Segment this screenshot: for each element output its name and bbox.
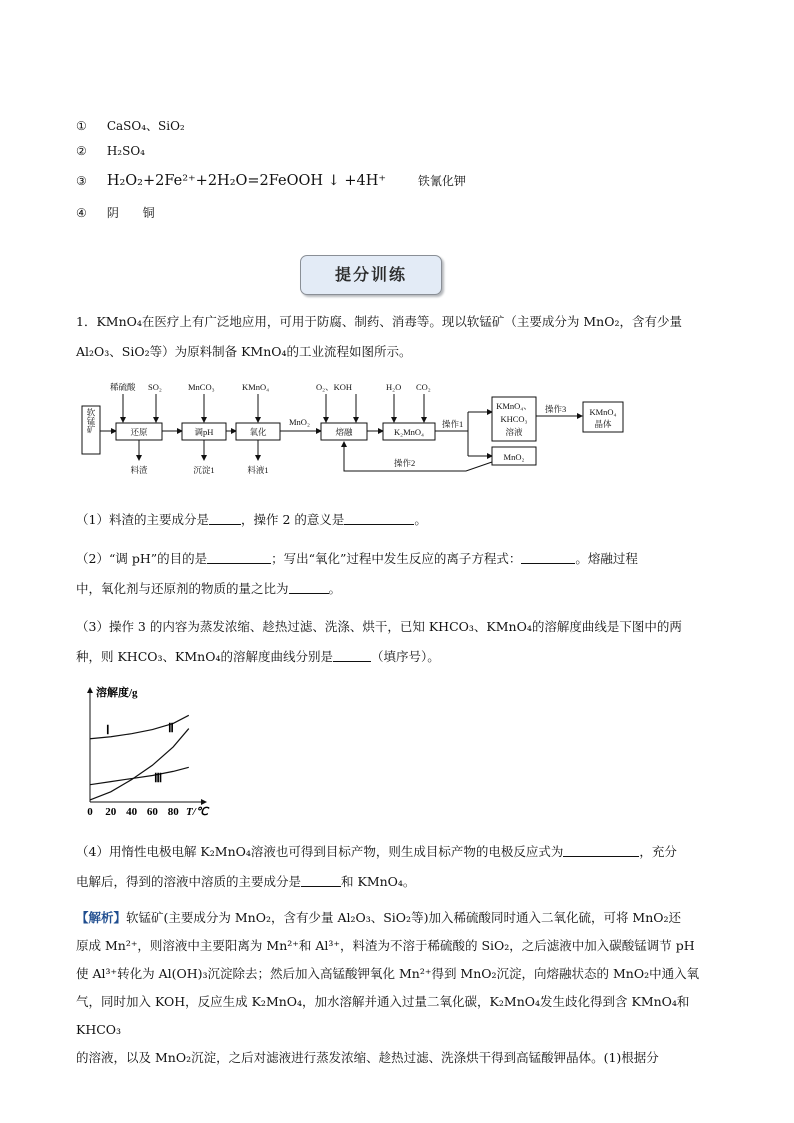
stem-line: 1．KMnO₄在医疗上有广泛地应用，可用于防腐、制药、消毒等。现以软锰矿（主要成分为 MnO₂，含有少量 xyxy=(76,314,682,329)
step-melt-label: 熔融 xyxy=(335,427,353,437)
reagent-o2-koh: O₂、KOH xyxy=(316,382,353,392)
solubility-chart xyxy=(76,684,226,822)
subquestion-text: 种，则 KHCO₃、KMnO₄的溶解度曲线分别是 xyxy=(76,649,333,664)
answer-blank[interactable] xyxy=(563,842,639,857)
series-label: Ⅰ xyxy=(106,723,110,737)
subquestion-text: 电解后，得到的溶液中溶质的主要成分是 xyxy=(76,874,302,889)
subquestion-1 xyxy=(76,505,724,535)
x-tick-label: 40 xyxy=(126,806,138,818)
subquestion-3 xyxy=(76,612,724,672)
answer-text: 阴 xyxy=(106,206,119,220)
subquestion-text: 和 KMnO₄。 xyxy=(341,874,416,889)
answer-blank[interactable] xyxy=(521,549,575,564)
answer-blank[interactable] xyxy=(207,549,271,564)
stem-line: Al₂O₃、SiO₂等）为原料制备 KMnO₄的工业流程如图所示。 xyxy=(76,344,412,359)
answer-3 xyxy=(76,172,466,189)
answer-4 xyxy=(76,204,155,221)
answer-blank[interactable] xyxy=(333,647,371,662)
subquestion-text: （4）用惰性电极电解 K₂MnO₄溶液也可得到目标产物，则生成目标产物的电极反应式为 xyxy=(76,844,564,859)
subquestion-text: （1）料渣的主要成分是 xyxy=(76,512,209,527)
analysis-text: 原成 Mn²⁺，则溶液中主要阳离为 Mn²⁺和 Al³⁺，料渣为不溶于稀硫酸的 SiO₂，之后滤液中加入碳酸锰调节 pH xyxy=(76,938,695,953)
subquestion-text: 。 xyxy=(414,512,427,527)
answer-number: ③ xyxy=(76,174,87,188)
answer-text: H₂SO₄ xyxy=(106,144,145,158)
answer-1 xyxy=(76,117,185,134)
subquestion-text: 。熔融过程 xyxy=(575,551,638,566)
series-curve xyxy=(90,767,189,784)
answer-equation: H₂O₂+2Fe²⁺+2H₂O=2FeOOH ↓ +4H⁺ xyxy=(106,173,387,189)
op3-label: 操作3 xyxy=(545,404,567,414)
x-tick-label: 60 xyxy=(146,806,158,818)
step-k2mno4-label: K₂MnO₄ xyxy=(393,427,425,437)
reagent-co2: CO₂ xyxy=(416,382,431,392)
series-label: Ⅲ xyxy=(154,771,163,785)
reagent-so2: SO₂ xyxy=(148,382,162,392)
answer-text: CaSO₄、SiO₂ xyxy=(106,119,185,133)
reagent-kmno4: KMnO₄ xyxy=(242,382,270,392)
x-tick-label: 0 xyxy=(87,806,93,818)
reagent-acid: 稀硫酸 xyxy=(110,382,136,392)
op2-label: 操作2 xyxy=(394,458,416,468)
subquestion-4 xyxy=(76,837,724,897)
ore-label: 软锰矿 xyxy=(86,408,96,434)
mid-mno2-label: MnO₂ xyxy=(289,417,310,427)
reagent-mnco3: MnCO₃ xyxy=(188,382,215,392)
subquestion-text: （2）“调 pH”的目的是 xyxy=(76,551,208,566)
x-tick-label: 80 xyxy=(167,806,179,818)
subquestion-text: ，充分 xyxy=(639,844,677,859)
process-flowchart xyxy=(76,376,656,488)
series-curve xyxy=(90,715,189,738)
answer-number: ① xyxy=(76,119,87,133)
step-ph-label: 调pH xyxy=(194,427,214,437)
solution-line: KMnO₄、 xyxy=(496,401,532,411)
step-reduce-label: 还原 xyxy=(130,427,148,437)
step-oxidize-label: 氧化 xyxy=(249,427,267,437)
answer-number: ② xyxy=(76,144,87,158)
subquestion-text: 中，氧化剂与还原剂的物质的量之比为 xyxy=(76,581,289,596)
solution-line: 溶液 xyxy=(505,427,523,437)
analysis-text: 气，同时加入 KOH，反应生成 K₂MnO₄，加水溶解并通入过量二氧化碳，K₂MnO₄发生歧化得到含 KMnO₄和 KHCO₃ xyxy=(76,994,690,1037)
x-tick-label: 20 xyxy=(105,806,117,818)
answer-text: 铜 xyxy=(142,206,155,220)
reagent-h2o: H₂O xyxy=(386,382,402,392)
answer-blank[interactable] xyxy=(301,872,341,887)
answer-blank[interactable] xyxy=(344,510,414,525)
mno2-box-label: MnO₂ xyxy=(503,452,525,462)
analysis-text: 软锰矿(主要成分为 MnO₂，含有少量 Al₂O₃、SiO₂等)加入稀硫酸同时通入二氧化硫，可将 MnO₂还 xyxy=(126,910,682,925)
answer-blank[interactable] xyxy=(209,510,241,525)
op1-label: 操作1 xyxy=(442,419,464,429)
series-curve xyxy=(90,729,189,800)
subquestion-text: ，操作 2 的意义是 xyxy=(240,512,345,527)
subquestion-text: 。 xyxy=(328,581,342,596)
answer-blank[interactable] xyxy=(289,579,329,594)
subquestion-text: （填序号）。 xyxy=(370,649,440,664)
analysis-tag: 【解析】 xyxy=(76,910,127,925)
section-title: 提分训练 xyxy=(300,255,442,295)
subquestion-2 xyxy=(76,544,724,604)
output-liquor: 料液1 xyxy=(247,465,269,475)
product-line: KMnO₄ xyxy=(589,407,617,417)
output-precipitate: 沉淀1 xyxy=(193,465,215,475)
solution-line: KHCO₃ xyxy=(500,414,528,424)
analysis xyxy=(76,904,724,1072)
question-stem xyxy=(76,307,724,367)
subquestion-text: ；写出“氧化”过程中发生反应的离子方程式： xyxy=(271,551,522,566)
series-label: Ⅱ xyxy=(168,721,174,735)
output-residue: 料渣 xyxy=(130,465,148,475)
y-axis-label: 溶解度/g xyxy=(96,687,138,699)
subquestion-text: （3）操作 3 的内容为蒸发浓缩、趁热过滤、洗涤、烘干，已知 KHCO₃、KMnO₄的溶解度曲线是下图中的两 xyxy=(76,619,682,634)
analysis-text: 的溶液，以及 MnO₂沉淀，之后对滤液进行蒸发浓缩、趁热过滤、洗涤烘干得到高锰酸钾晶体。(1)根据分 xyxy=(76,1050,659,1065)
x-axis-label: T/℃ xyxy=(186,806,209,818)
answer-2 xyxy=(76,144,145,158)
answer-number: ④ xyxy=(76,206,87,220)
answer-note: 铁氰化钾 xyxy=(417,174,466,188)
analysis-text: 使 Al³⁺转化为 Al(OH)₃沉淀除去；然后加入高锰酸钾氧化 Mn²⁺得到 MnO₂沉淀，向熔融状态的 MnO₂中通入氧 xyxy=(76,966,700,981)
product-line: 晶体 xyxy=(594,419,612,429)
